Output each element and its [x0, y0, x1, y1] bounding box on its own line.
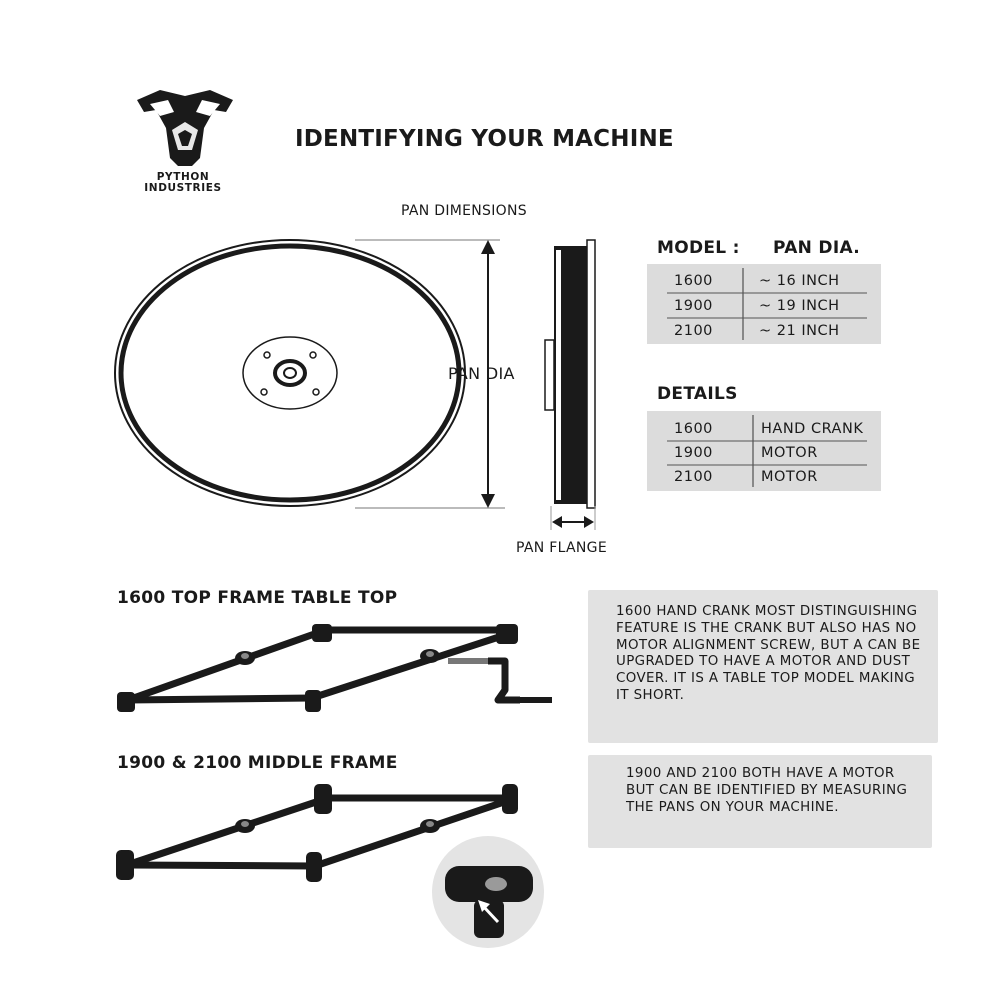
top-frame-note: 1600 HAND CRANK MOST DISTINGUISHING FEATURE IS THE CRANK BUT ALSO HAS NO MOTOR ALIGNMENT SCREW, BUT A CAN BE UPGRADED TO HAVE A MOTOR AND DUST COVER. IT IS A TABLE TOP MODEL MAKING IT SHORT.	[616, 604, 921, 703]
details-row-2-value: MOTOR	[761, 445, 818, 461]
middle-frame-drawing	[127, 798, 510, 866]
page-title: IDENTIFYING YOUR MACHINE	[295, 126, 674, 152]
model-table	[647, 264, 881, 344]
model-row-1-value: ~ 16 INCH	[759, 273, 840, 289]
pan-side-view	[545, 240, 595, 508]
pan-dimensions-label: PAN DIMENSIONS	[401, 203, 527, 219]
details-table	[647, 411, 881, 491]
top-frame-joints	[117, 624, 518, 712]
brand-name	[117, 172, 249, 194]
model-row-3-value: ~ 21 INCH	[759, 323, 840, 339]
top-frame-title: 1600 TOP FRAME TABLE TOP	[117, 588, 398, 608]
hand-crank-icon	[448, 661, 552, 700]
details-row-3-model: 2100	[674, 469, 713, 485]
middle-frame-note-box	[588, 755, 932, 848]
pan-top-view	[115, 240, 465, 506]
details-row-1-value: HAND CRANK	[761, 421, 864, 437]
top-frame-note-box	[588, 590, 938, 743]
snake-head-icon	[137, 90, 233, 166]
details-row-3-value: MOTOR	[761, 469, 818, 485]
pan-flange-label: PAN FLANGE	[516, 540, 607, 556]
model-row-1-model: 1600	[674, 273, 713, 289]
pan-dia-header: PAN DIA.	[773, 238, 860, 258]
middle-frame-title: 1900 & 2100 MIDDLE FRAME	[117, 753, 398, 773]
model-row-2-value: ~ 19 INCH	[759, 298, 840, 314]
pan-dia-label: PAN DIA	[448, 364, 515, 383]
top-frame-drawing	[128, 630, 505, 700]
brand-line-2: INDUSTRIES	[144, 182, 222, 194]
details-row-1-model: 1600	[674, 421, 713, 437]
pan-flange-arrow	[551, 506, 595, 530]
model-row-3-model: 2100	[674, 323, 713, 339]
middle-frame-joints	[116, 784, 518, 882]
model-header: MODEL :	[657, 238, 740, 258]
brand-line-1: PYTHON	[156, 171, 210, 183]
details-row-2-model: 1900	[674, 445, 713, 461]
details-header: DETAILS	[657, 384, 738, 404]
middle-frame-note: 1900 AND 2100 BOTH HAVE A MOTOR BUT CAN BE IDENTIFIED BY MEASURING THE PANS ON YOUR MACHINE.	[626, 766, 908, 815]
alignment-screw-inset	[432, 836, 544, 948]
model-row-2-model: 1900	[674, 298, 713, 314]
